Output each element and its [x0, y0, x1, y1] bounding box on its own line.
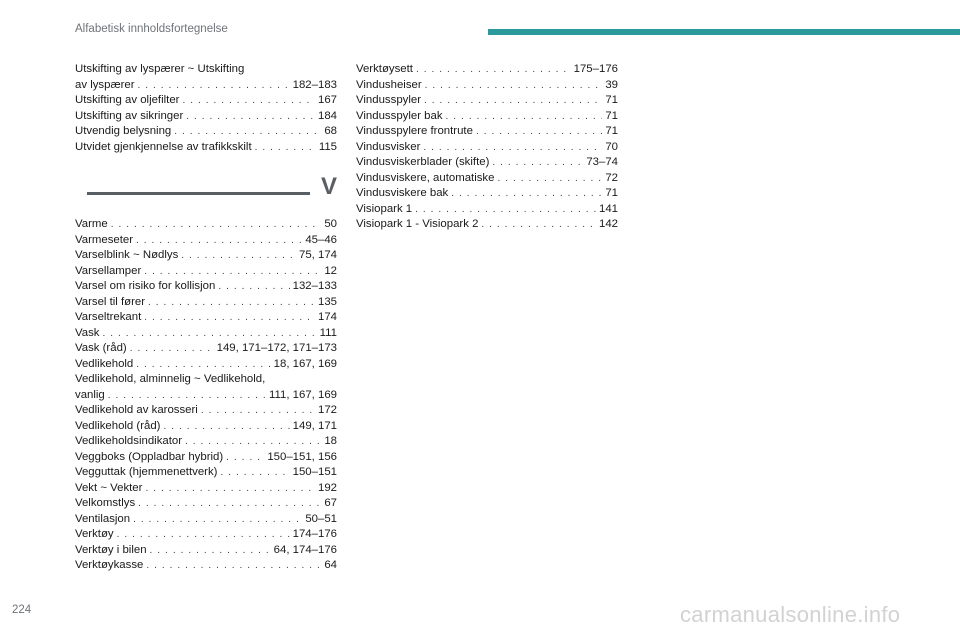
- index-entry-term: Varmeseter: [75, 233, 134, 246]
- index-entry-pages: 184: [317, 109, 337, 122]
- index-entry: [75, 496, 337, 512]
- index-entry-pages: 142: [598, 218, 618, 230]
- index-entry-term: Vedlikehold av karosseri: [75, 404, 198, 416]
- index-entry-row: [75, 326, 337, 342]
- index-entry-pages: 70: [605, 140, 618, 153]
- index-entry-term: Vindusviskere, automatiske: [356, 171, 495, 184]
- index-entry: [75, 403, 337, 419]
- index-entry-term: Vask: [75, 326, 100, 339]
- index-entry-row: [75, 140, 337, 156]
- index-entry-term: Verktøy: [75, 528, 114, 540]
- dot-leader: [201, 403, 315, 419]
- index-entry-row: [356, 171, 618, 187]
- index-entry-first-line: Utskifting av lyspærer ~ Utskifting: [75, 63, 245, 75]
- index-entry-term: Ventilasjon: [75, 512, 131, 525]
- dot-leader: [451, 186, 602, 202]
- index-column-right: [356, 62, 618, 233]
- index-entry-term: Velkomstlys: [75, 497, 136, 509]
- index-entry: [356, 109, 618, 125]
- index-entry: [75, 264, 337, 280]
- index-entry-row: [75, 465, 337, 481]
- index-entry-row: [356, 62, 618, 78]
- index-list-u: [75, 62, 337, 155]
- dot-leader: [144, 310, 315, 326]
- index-entry-term: Visiopark 1 - Visiopark 2: [356, 218, 479, 230]
- index-entry: [75, 558, 337, 574]
- dot-leader: [111, 217, 322, 233]
- index-entry-row: [356, 202, 618, 218]
- dot-leader: [255, 140, 316, 156]
- index-list-v: [75, 217, 337, 574]
- dot-leader: [416, 62, 571, 78]
- index-entry-row: [75, 527, 337, 543]
- dot-leader: [108, 388, 266, 404]
- index-entry-pages: 115: [318, 140, 337, 153]
- index-entry-term: Varseltrekant: [75, 311, 142, 323]
- index-entry-pages: 71: [605, 109, 618, 122]
- index-entry-term: Utskifting av oljefilter: [75, 94, 180, 106]
- index-entry-pages: 111: [319, 326, 337, 339]
- index-entry-pages: 18, 167, 169: [273, 357, 337, 370]
- index-entry-pages: 150–151: [292, 466, 337, 478]
- section-letter: V: [320, 173, 337, 200]
- index-entry: [75, 295, 337, 311]
- index-entry-row: [356, 140, 618, 156]
- index-entry-term: Vindusvisker: [356, 140, 421, 153]
- dot-leader: [130, 341, 214, 357]
- section-divider: [87, 192, 310, 195]
- index-entry-term: Vindusspyler: [356, 94, 422, 106]
- index-entry-row: [75, 279, 337, 295]
- index-entry-term: Verktøysett: [356, 63, 413, 75]
- header-title: Alfabetisk innholdsfortegnelse: [75, 23, 228, 35]
- index-entry-row: [356, 186, 618, 202]
- index-entry-row: [356, 217, 618, 233]
- index-entry-pages: 64: [324, 559, 337, 571]
- index-entry-term: vanlig: [75, 388, 105, 401]
- index-entry-row: [75, 543, 337, 559]
- index-entry: [356, 186, 618, 202]
- dot-leader: [481, 217, 596, 233]
- index-entry-row: [75, 233, 337, 249]
- index-entry-row: [75, 295, 337, 311]
- index-entry: [75, 341, 337, 357]
- index-entry-pages: 12: [324, 264, 337, 277]
- index-entry-term: Vindusspylere frontrute: [356, 125, 473, 137]
- index-entry: [75, 62, 337, 93]
- dot-leader: [185, 434, 321, 450]
- dot-leader: [145, 481, 315, 497]
- index-entry: [356, 78, 618, 94]
- index-column-left: [75, 62, 337, 574]
- dot-leader: [146, 558, 321, 574]
- index-entry: [75, 372, 337, 403]
- index-entry-term: Utvidet gjenkjennelse av trafikkskilt: [75, 140, 252, 153]
- index-entry: [356, 171, 618, 187]
- index-entry: [75, 481, 337, 497]
- dot-leader: [218, 279, 289, 295]
- index-entry-pages: 72: [605, 171, 618, 184]
- index-entry-first-line: Vedlikehold, alminnelig ~ Vedlikehold,: [75, 373, 266, 385]
- index-entry-row: [75, 450, 337, 466]
- index-entry: [356, 217, 618, 233]
- index-entry: [75, 233, 337, 249]
- index-entry-row: [75, 341, 337, 357]
- index-entry-pages: 172: [317, 404, 337, 416]
- index-entry-pages: 135: [317, 295, 337, 308]
- index-entry-pages: 192: [317, 481, 337, 494]
- index-entry: [75, 434, 337, 450]
- index-entry-pages: 132–133: [292, 280, 337, 292]
- dot-leader: [425, 78, 603, 94]
- index-entry-term: Vedlikehold: [75, 357, 134, 370]
- index-entry-term: Varsellamper: [75, 264, 142, 277]
- dot-leader: [136, 233, 302, 249]
- dot-leader: [102, 326, 316, 342]
- index-entry-term: Vedlikehold (råd): [75, 419, 161, 432]
- index-entry-row: [356, 155, 618, 171]
- index-entry-pages: 45–46: [305, 233, 337, 246]
- index-entry-pages: 150–151, 156: [267, 450, 337, 463]
- index-entry-row: [356, 124, 618, 140]
- dot-leader: [424, 93, 602, 109]
- index-entry-term: av lyspærer: [75, 78, 135, 91]
- index-entry-term: Utskifting av sikringer: [75, 109, 184, 122]
- dot-leader: [138, 496, 321, 512]
- index-entry-row: [75, 109, 337, 125]
- dot-leader: [446, 109, 603, 125]
- index-entry-term: Varsel til fører: [75, 295, 146, 308]
- index-entry-row: [356, 93, 618, 109]
- index-entry-term: Utvendig belysning: [75, 125, 172, 137]
- dot-leader: [133, 512, 302, 528]
- index-entry: [75, 310, 337, 326]
- index-entry: [356, 93, 618, 109]
- section-header-v: [75, 173, 337, 213]
- index-entry-term: Vask (råd): [75, 342, 127, 354]
- index-entry: [356, 62, 618, 78]
- dot-leader: [174, 124, 321, 140]
- dot-leader: [138, 78, 290, 94]
- index-entry-row: [75, 217, 337, 233]
- index-entry: [75, 93, 337, 109]
- dot-leader: [182, 93, 315, 109]
- index-entry-row: [75, 93, 337, 109]
- index-entry-pages: 75, 174: [298, 249, 337, 261]
- index-entry-row: [75, 403, 337, 419]
- dot-leader: [163, 419, 289, 435]
- index-entry-row: [75, 558, 337, 574]
- index-entry-pages: 174–176: [292, 528, 337, 540]
- index-entry-pages: 67: [324, 497, 337, 509]
- index-entry: [356, 155, 618, 171]
- index-entry: [75, 543, 337, 559]
- index-entry: [75, 450, 337, 466]
- index-entry-pages: 50: [324, 218, 337, 230]
- index-entry-term: Vekt ~ Vekter: [75, 481, 143, 494]
- index-entry-term: Vegguttak (hjemmenettverk): [75, 466, 218, 478]
- index-entry: [75, 326, 337, 342]
- index-entry-pages: 73–74: [586, 156, 618, 168]
- index-entry-row: [75, 264, 337, 280]
- index-entry-row: [75, 124, 337, 140]
- index-entry-row: [75, 481, 337, 497]
- index-entry-pages: 149, 171–172, 171–173: [216, 342, 337, 354]
- index-entry-pages: 71: [605, 94, 618, 106]
- index-entry: [75, 465, 337, 481]
- index-entry-term: Veggboks (Oppladbar hybrid): [75, 450, 224, 463]
- index-entry-term: Vedlikeholdsindikator: [75, 435, 183, 447]
- dot-leader: [415, 202, 596, 218]
- index-entry: [75, 124, 337, 140]
- index-entry: [75, 512, 337, 528]
- index-entry-term: Varsel om risiko for kollisjon: [75, 280, 216, 292]
- index-entry: [356, 202, 618, 218]
- dot-leader: [148, 295, 315, 311]
- index-entry: [356, 124, 618, 140]
- index-entry-pages: 167: [317, 94, 337, 106]
- dot-leader: [117, 527, 290, 543]
- index-entry: [75, 140, 337, 156]
- index-entry: [356, 140, 618, 156]
- index-entry-row: [75, 496, 337, 512]
- index-entry-pages: 174: [317, 311, 337, 323]
- index-entry: [75, 419, 337, 435]
- index-entry-pages: 71: [605, 187, 618, 199]
- index-entry: [75, 217, 337, 233]
- index-entry-pages: 111, 167, 169: [269, 388, 337, 401]
- index-entry-row: [75, 512, 337, 528]
- index-entry-pages: 175–176: [573, 63, 618, 75]
- index-entry-row: [75, 388, 337, 404]
- index-entry-pages: 39: [605, 78, 618, 91]
- index-entry-term: Varselblink ~ Nødlys: [75, 249, 179, 261]
- dot-leader: [476, 124, 602, 140]
- index-entry-row: [75, 78, 337, 94]
- dot-leader: [220, 465, 289, 481]
- index-entry-pages: 18: [324, 435, 337, 447]
- index-entry-row: [75, 357, 337, 373]
- index-list-v-continued: [356, 62, 618, 233]
- dot-leader: [136, 357, 270, 373]
- dot-leader: [492, 155, 583, 171]
- index-entry: [75, 109, 337, 125]
- index-entry-term: Vindusspyler bak: [356, 109, 443, 122]
- index-entry: [75, 248, 337, 264]
- index-entry-term: Verktøykasse: [75, 559, 144, 571]
- index-entry-term: Vindusheiser: [356, 78, 422, 91]
- index-entry-row: [75, 434, 337, 450]
- index-entry-term: Vindusviskerblader (skifte): [356, 156, 490, 168]
- page-number: 224: [12, 604, 32, 616]
- index-entry-pages: 149, 171: [292, 419, 337, 432]
- index-entry-term: Varme: [75, 218, 108, 230]
- index-entry: [75, 527, 337, 543]
- index-entry-row: [356, 109, 618, 125]
- dot-leader: [144, 264, 321, 280]
- header-accent-bar: [488, 29, 960, 35]
- dot-leader: [423, 140, 602, 156]
- index-entry-row: [356, 78, 618, 94]
- index-entry-pages: 182–183: [292, 78, 337, 91]
- dot-leader: [226, 450, 264, 466]
- dot-leader: [181, 248, 296, 264]
- index-entry-term: Verktøy i bilen: [75, 543, 147, 556]
- index-entry-pages: 68: [324, 125, 337, 137]
- index-entry-row: [75, 419, 337, 435]
- dot-leader: [497, 171, 602, 187]
- dot-leader: [150, 543, 271, 559]
- index-entry-term: Vindusviskere bak: [356, 187, 449, 199]
- index-entry-pages: 64, 174–176: [273, 543, 337, 556]
- index-entry: [75, 357, 337, 373]
- watermark: carmanualsonline.info: [680, 602, 901, 627]
- index-entry-pages: 50–51: [305, 512, 337, 525]
- index-entry-row: [75, 248, 337, 264]
- index-entry-pages: 71: [605, 125, 618, 137]
- index-entry-pages: 141: [598, 202, 618, 215]
- index-entry: [75, 279, 337, 295]
- index-entry-row: [75, 310, 337, 326]
- index-entry-term: Visiopark 1: [356, 202, 413, 215]
- dot-leader: [186, 109, 315, 125]
